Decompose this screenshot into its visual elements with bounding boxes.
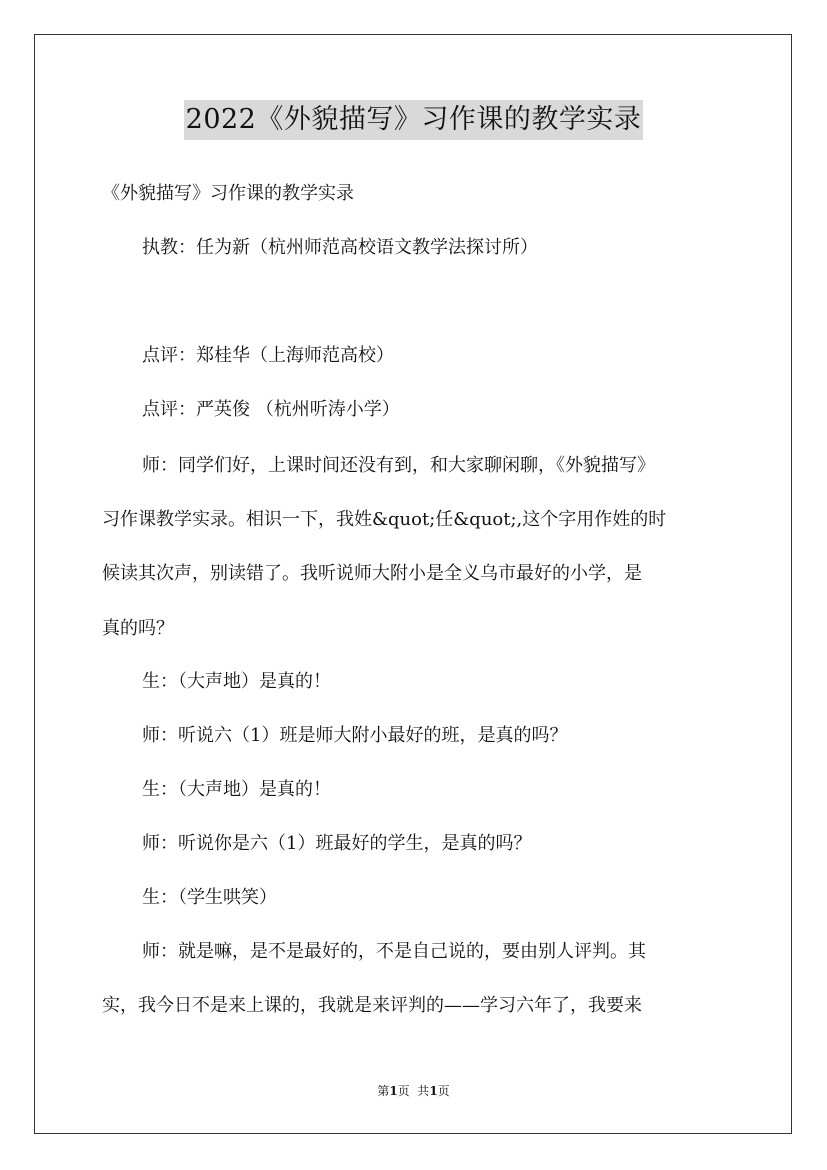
text-line: 点评：严英俊 （杭州听涛小学） [142,399,400,420]
document-title: 2022《外貌描写》习作课的教学实录 [184,100,644,140]
text-line: 师：听说六（1）班是师大附小最好的班，是真的吗？ [142,725,568,746]
text-line: 师：听说你是六（1）班最好的学生，是真的吗？ [142,833,532,854]
text-line: 真的吗？ [102,618,174,639]
footer-page-mid: 页 共 [397,1084,430,1098]
text-line: 生：（学生哄笑） [142,887,277,908]
text-line: 习作课教学实录。相识一下，我姓&quot;任&quot;,这个字用作姓的时 [102,509,667,530]
footer-page-total: 1 [429,1084,438,1098]
text-line: 实，我今日不是来上课的，我就是来评判的——学习六年了，我要来 [102,995,642,1016]
text-line: 师：同学们好，上课时间还没有到，和大家聊闲聊，《外貌描写》 [142,455,655,476]
text-line: 生：（大声地）是真的！ [142,779,331,800]
text-line: 候读其次声，别读错了。我听说师大附小是全义乌市最好的小学，是 [102,563,642,584]
footer-page-suffix: 页 [437,1084,450,1098]
text-line: 执教：任为新（杭州师范高校语文教学法探讨所） [142,237,538,258]
text-line: 点评：郑桂华（上海师范高校） [142,345,394,366]
text-line: 师：就是嘛，是不是最好的，不是自己说的，要由别人评判。其 [142,941,646,962]
title-container [0,100,827,140]
footer-page-prefix: 第 [377,1084,390,1098]
text-line: 《外貌描写》习作课的教学实录 [102,183,354,204]
page-footer [0,1083,827,1099]
footer-page-number: 1 [389,1084,398,1098]
text-line: 生：（大声地）是真的！ [142,671,331,692]
